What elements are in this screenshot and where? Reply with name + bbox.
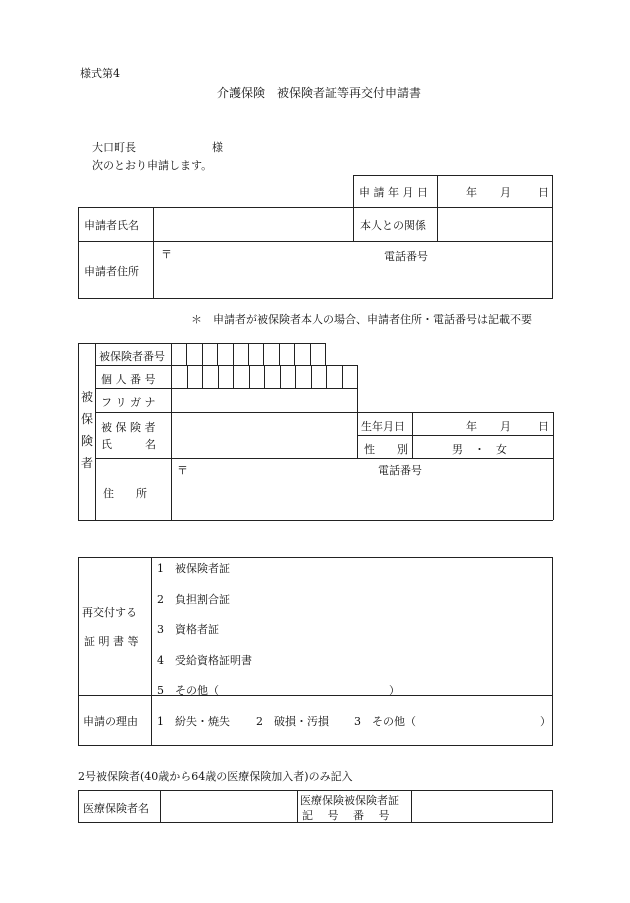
reissue-item-qualification-card[interactable]: 3 資格者証 — [157, 623, 219, 636]
personal-number-digit-divider — [218, 365, 219, 388]
medical-insurer-field[interactable] — [162, 792, 295, 821]
insured-number-digit-divider — [217, 343, 218, 365]
insured-name-label-line2: 氏 名 — [101, 438, 156, 451]
insured-number-digit-divider — [248, 343, 249, 365]
personal-number-digit-divider — [264, 365, 265, 388]
insured-address-label: 住 所 — [103, 487, 147, 500]
personal-number-digit-divider — [280, 365, 281, 388]
insured-phone-label: 電話番号 — [378, 464, 422, 477]
personal-number-digit-divider — [249, 365, 250, 388]
personal-number-digit-divider — [202, 365, 203, 388]
addressee-name: 大口町長 — [92, 141, 136, 154]
medical-insurer-label: 医療保険者名 — [83, 802, 149, 815]
personal-number-digit-divider — [311, 365, 312, 388]
insured-side-label-4: 者 — [80, 456, 93, 470]
application-date-year: 年 — [466, 186, 477, 199]
addressee-honorific: 様 — [212, 141, 223, 154]
personal-number-digit-divider — [187, 365, 188, 388]
personal-number-digit-divider — [295, 365, 296, 388]
insured-name-label-line1: 被 保 険 者 — [101, 421, 156, 434]
medical-number-field[interactable] — [413, 792, 551, 821]
applicant-address-label: 申請者住所 — [84, 265, 139, 278]
application-date-month: 月 — [500, 186, 511, 199]
reason-other[interactable]: 3 その他（ — [354, 715, 416, 728]
medical-number-label-line2: 記 号 番 号 — [302, 809, 390, 822]
reissue-other-close: ） — [389, 684, 400, 697]
personal-number-digit-divider — [342, 365, 343, 388]
reason-lost[interactable]: 1 紛失・焼失 — [157, 715, 230, 728]
application-date-label: 申 請 年 月 日 — [359, 186, 428, 199]
insured-number-digit-divider — [233, 343, 234, 365]
applicant-postal-mark: 〒 — [161, 248, 172, 261]
birth-date-day: 日 — [538, 420, 549, 433]
birth-date-field[interactable] — [414, 414, 551, 434]
sex-options[interactable]: 男 ・ 女 — [452, 443, 507, 456]
personal-number-digit-divider — [326, 365, 327, 388]
insured-side-label-2: 保 — [80, 412, 93, 426]
personal-number-label: 個 人 番 号 — [101, 373, 156, 386]
applicant-note: ＊ 申請者が被保険者本人の場合、申請者住所・電話番号は記載不要 — [191, 313, 532, 326]
insured-number-digit-divider — [279, 343, 280, 365]
relationship-label: 本人との関係 — [360, 219, 426, 232]
insured-number-digit-divider — [294, 343, 295, 365]
insured-side-label-3: 険 — [80, 434, 93, 448]
furigana-field[interactable] — [173, 390, 355, 410]
form-number: 様式第4 — [80, 67, 120, 80]
personal-number-digit-divider — [233, 365, 234, 388]
insured-number-digit-divider — [186, 343, 187, 365]
insured-postal-mark: 〒 — [177, 464, 188, 477]
reason-other-close: ） — [540, 715, 551, 728]
birth-date-month: 月 — [500, 420, 511, 433]
relationship-field[interactable] — [439, 209, 551, 239]
reissue-label-line2: 証 明 書 等 — [84, 635, 139, 648]
sex-label: 性 別 — [364, 443, 408, 456]
reissue-item-other[interactable]: 5 その他（ — [157, 684, 219, 697]
reason-label: 申請の理由 — [83, 715, 138, 728]
medical-number-label-line1: 医療保険被保険者証 — [300, 794, 399, 807]
applicant-name-field[interactable] — [155, 209, 351, 239]
secondary-heading: 2号被保険者(40歳から64歳の医療保険加入者)のみ記入 — [78, 770, 353, 783]
furigana-label: フ リ ガ ナ — [101, 396, 156, 409]
reissue-item-insurance-card[interactable]: 1 被保険者証 — [157, 562, 230, 575]
insured-number-digit-divider — [202, 343, 203, 365]
insured-side-label-1: 被 — [80, 390, 93, 404]
birth-date-year: 年 — [466, 420, 477, 433]
request-text: 次のとおり申請します。 — [92, 159, 213, 172]
applicant-name-label: 申請者氏名 — [84, 219, 139, 232]
reason-damaged[interactable]: 2 破損・汚損 — [256, 715, 329, 728]
applicant-phone-label: 電話番号 — [384, 250, 428, 263]
insured-number-digit-divider — [310, 343, 311, 365]
applicant-address-field[interactable] — [155, 243, 551, 297]
birth-date-label: 生年月日 — [361, 420, 405, 433]
insured-number-label: 被保険者番号 — [99, 350, 165, 363]
reissue-item-eligibility-certificate[interactable]: 4 受給資格証明書 — [157, 654, 252, 667]
insured-address-field[interactable] — [173, 460, 551, 518]
insured-number-digit-divider — [263, 343, 264, 365]
insured-name-field[interactable] — [173, 414, 355, 456]
reissue-label-line1: 再交付する — [82, 606, 137, 619]
reissue-item-burden-ratio-card[interactable]: 2 負担割合証 — [157, 593, 230, 606]
document-title: 介護保険 被保険者証等再交付申請書 — [217, 86, 422, 100]
application-date-day: 日 — [538, 186, 549, 199]
